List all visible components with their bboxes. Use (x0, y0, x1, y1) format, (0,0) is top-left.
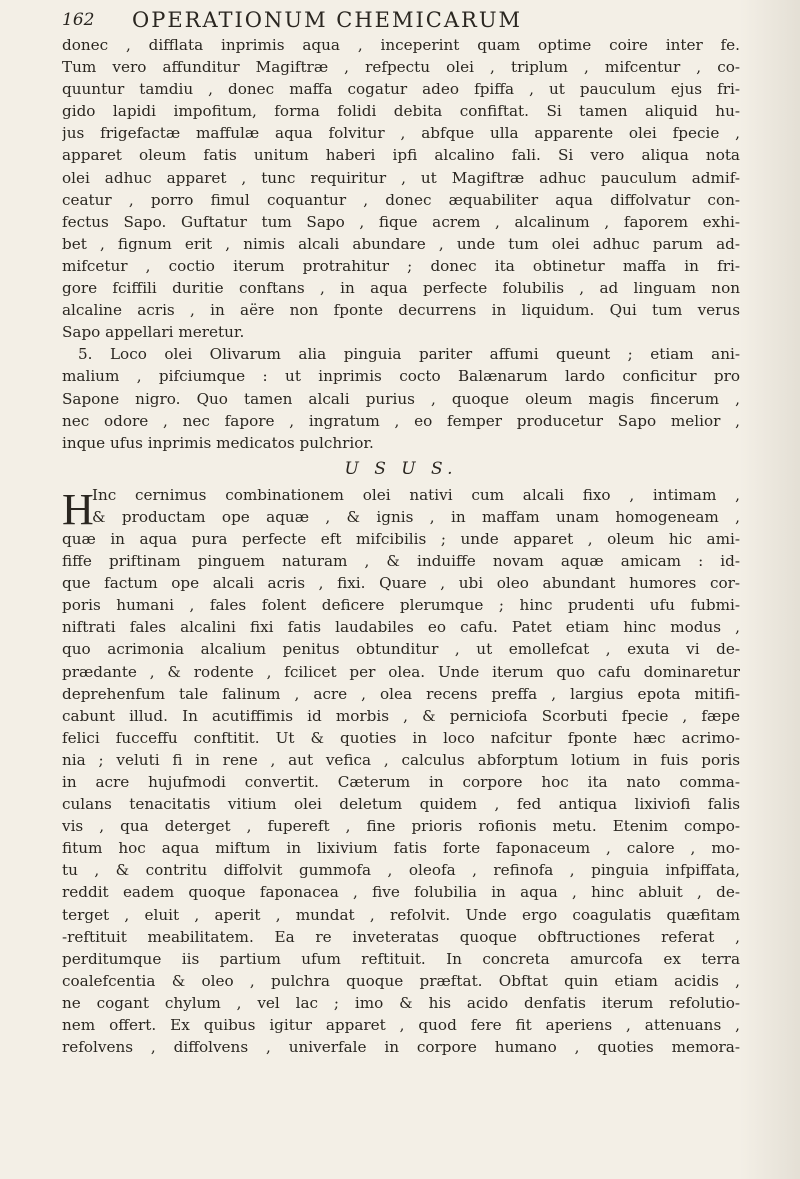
paragraph-1 (62, 34, 740, 343)
text-line: quo acrimonia alcalium penitus obtunditur , ut emollefcat , exuta vi de- (62, 640, 740, 659)
text-line: mifcetur , coctio iterum protrahitur ; donec ita obtinetur maffa in fri- (62, 256, 740, 275)
text-line: quæ in aqua pura perfecte eft mifcibilis ; unde apparet , oleum hic ami- (62, 529, 740, 548)
text-line: refolvens , diffolvens , univerfale in corpore humano , quoties memora- (62, 1038, 740, 1057)
text-line: nia ; veluti fi in rene , aut vefica , calculus abforptum lotium in fuis poris (62, 750, 740, 769)
text-line: in acre hujufmodi convertit. Cæterum in corpore hoc ita nato comma- (62, 773, 740, 791)
text-line: prædante , & rodente , fcilicet per olea. Unde iterum quo cafu dominaretur (62, 662, 740, 681)
text-line: malium , pifciumque : ut inprimis cocto Balænarum lardo conficitur pro (62, 367, 740, 386)
text-line: culans tenacitatis vitium olei deletum quidem , fed antiqua lixiviofi falis (62, 795, 740, 814)
text-line: nem offert. Ex quibus igitur apparet , quod fere fit aperiens , attenuans , (62, 1016, 740, 1035)
text-line: apparet oleum fatis unitum haberi ipfi alcalino fali. Si vero aliqua nota (62, 146, 740, 165)
text-line: niftrati fales alcalini fixi fatis laudabiles eo cafu. Patet etiam hinc modus , (62, 618, 740, 637)
text-line: vis , qua deterget , fupereft , fine prioris rofionis metu. Etenim compo- (62, 817, 740, 836)
text-line: alcaline acris , in aëre non fponte decurrens in liquidum. Qui tum verus (62, 301, 740, 320)
usus-heading: U S U S. (344, 458, 458, 479)
text-line: jus frigefactæ maffulæ aqua folvitur , abfque ulla apparente olei fpecie , (62, 124, 740, 143)
text-line: poris humani , fales folent deficere plerumque ; hinc prudenti ufu fubmi- (62, 596, 740, 615)
text-line: reddit eadem quoque faponacea , five folubilia in aqua , hinc abluit , de- (62, 883, 740, 902)
text-line: Sapo appellari meretur. (62, 323, 245, 342)
text-line: gido lapidi impofitum, forma folidi debita confiftat. Si tamen aliquid hu- (62, 102, 740, 121)
text-line: felici fucceffu conftitit. Ut & quoties in loco nafcitur fponte hæc acrimo- (62, 728, 740, 747)
text-line: fitum hoc aqua miftum in lixivium fatis forte faponaceum , calore , mo- (62, 839, 740, 858)
drop-capital: H (62, 484, 94, 534)
paragraph-2 (62, 343, 740, 453)
text-line: fectus Sapo. Guftatur tum Sapo , fique acrem , alcalinum , faporem exhi- (62, 212, 740, 231)
text-line: perditumque iis partium ufum reftituit. In concreta amurcofa ex terra (62, 949, 740, 968)
text-line: tu , & contritu diffolvit gummofa , oleofa , refinofa , pinguia infpiffata, (62, 861, 740, 880)
text-line: Tum vero affunditur Magiftræ , refpectu olei , triplum , mifcentur , co- (62, 58, 740, 77)
text-line: coalefcentia & oleo , pulchra quoque præftat. Obftat quin etiam acidis , (62, 971, 740, 990)
page-edge-shadow (740, 0, 800, 1179)
page-body (62, 34, 740, 1058)
text-line: que factum ope alcali acris , fixi. Quare , ubi oleo abundant humores cor- (62, 574, 740, 593)
text-line: donec , difflata inprimis aqua , inceperint quam optime coire inter fe. (62, 36, 740, 54)
text-line: cabunt illud. In acutiffimis id morbis , & perniciofa Scorbuti fpecie , fæpe (62, 706, 740, 725)
page-header (62, 8, 710, 34)
text-line: gore fciffili duritie conftans , in aqua perfecte folubilis , ad linguam non (62, 279, 740, 298)
text-line: ne cogant chylum , vel lac ; imo & his acido denfatis iterum refolutio- (62, 993, 740, 1012)
text-line: -reftituit meabilitatem. Ea re inveteratas quoque obftructiones referat , (62, 927, 740, 946)
text-line: terget , eluit , aperit , mundat , refolvit. Unde ergo coagulatis quæfitam (62, 905, 740, 924)
text-line: nec odore , nec fapore , ingratum , eo femper producetur Sapo melior , (62, 411, 740, 430)
text-line: quuntur tamdiu , donec maffa cogatur adeo fpiffa , ut pauculum ejus fri- (62, 80, 740, 99)
page-number: 162 (62, 10, 95, 30)
text-line: olei adhuc apparet , tunc requiritur , ut Magiftræ adhuc pauculum admif- (62, 168, 740, 187)
text-line: 5. Loco olei Olivarum alia pinguia pariter affumi queunt ; etiam ani- (78, 345, 740, 364)
text-line: bet , fignum erit , nimis alcali abundare , unde tum olei adhuc parum ad- (62, 234, 740, 253)
text-line: fiffe priftinam pinguem naturam , & induiffe novam aquæ amicam : id- (62, 552, 740, 571)
text-line: ceatur , porro fimul coquantur , donec æquabiliter aqua diffolvatur con- (62, 190, 740, 209)
text-line: Inc cernimus combinationem olei nativi cum alcali fixo , intimam , (92, 485, 740, 504)
text-line: inque ufus inprimis medicatos pulchrior. (62, 433, 374, 452)
running-head: OPERATIONUM CHEMICARUM (132, 8, 523, 32)
text-line: & productam ope aquæ , & ignis , in maffam unam homogeneam , (92, 507, 740, 526)
text-line: Sapone nigro. Quo tamen alcali purius , quoque oleum magis fincerum , (62, 389, 740, 408)
dropcap-block (62, 484, 740, 534)
paragraph-3 (62, 484, 740, 1058)
text-line: deprehenfum tale falinum , acre , olea recens preffa , largius epota mitifi- (62, 684, 740, 703)
